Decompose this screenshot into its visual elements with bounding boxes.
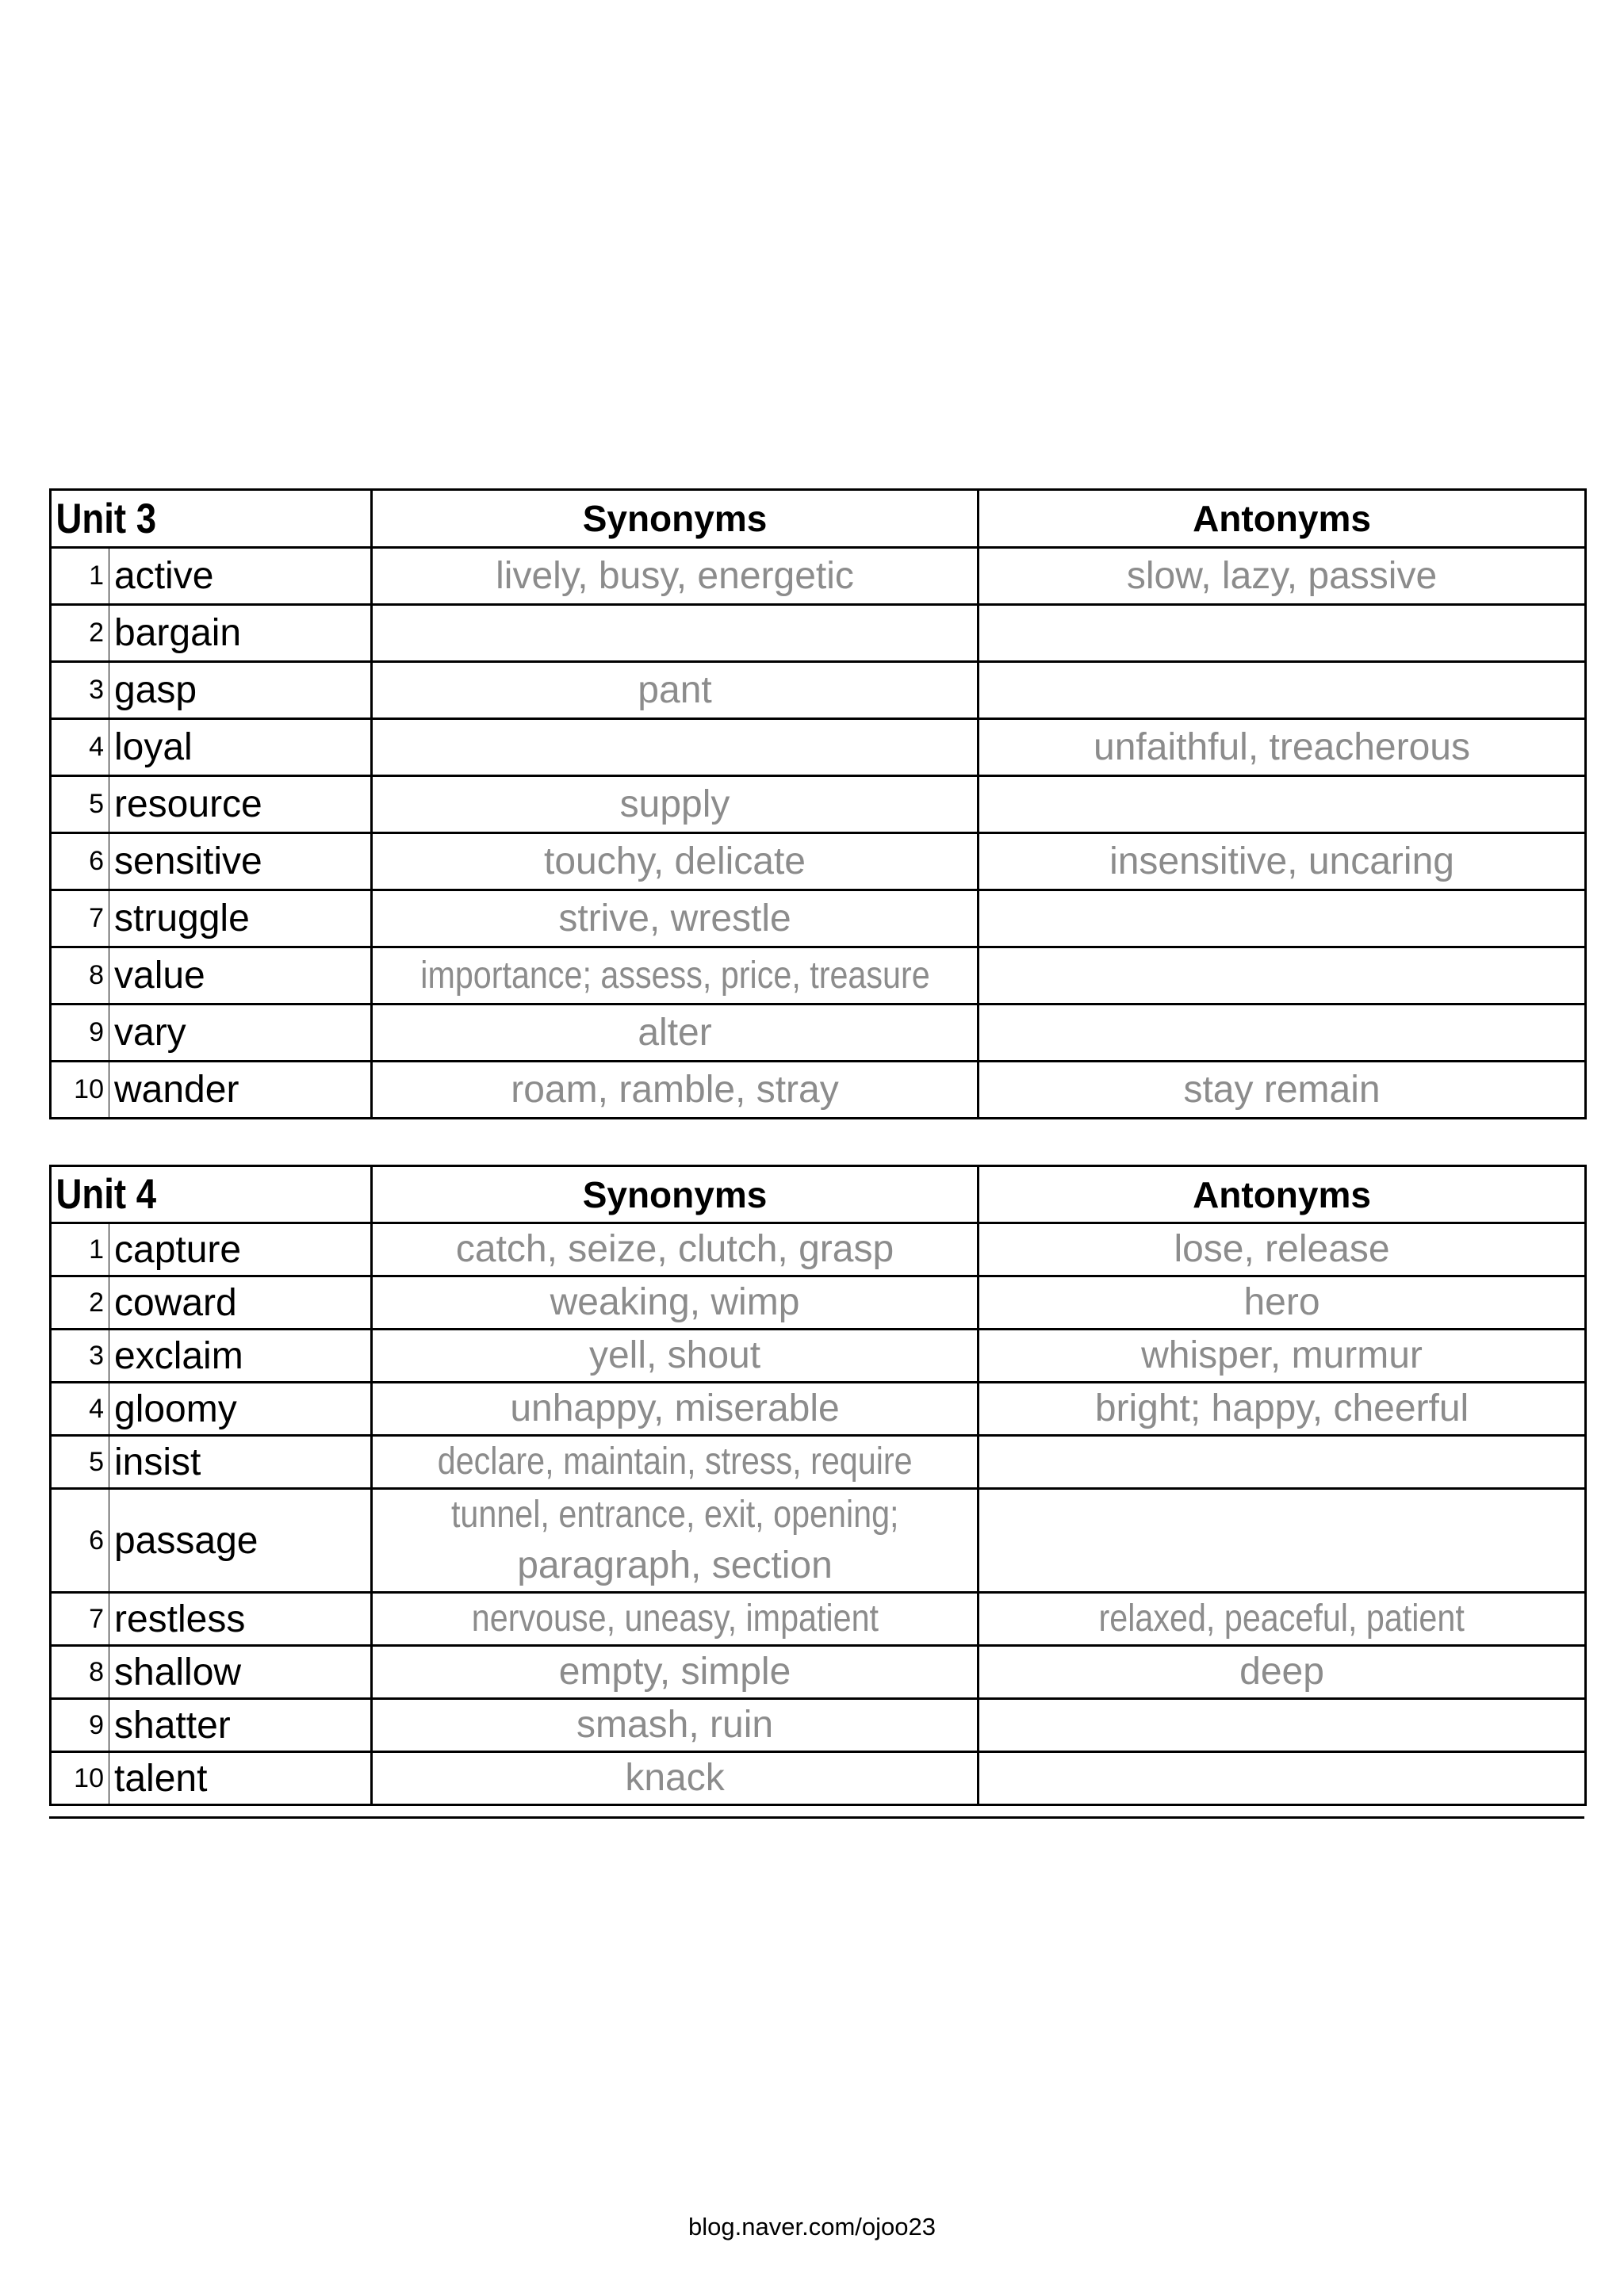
vocab-word: passage [109, 1489, 372, 1593]
vocab-word: capture [109, 1223, 372, 1276]
row-number: 5 [51, 776, 109, 833]
synonyms-cell: weaking, wimp [372, 1276, 979, 1330]
synonyms-line-1 [373, 1490, 977, 1540]
table-row [51, 1436, 1586, 1489]
synonyms-cell [372, 1436, 979, 1489]
row-number: 6 [51, 1489, 109, 1593]
unit3-header-row [51, 490, 1586, 548]
unit4-title: Unit 4 [51, 1166, 327, 1223]
row-number: 10 [51, 1062, 109, 1119]
vocab-word: gloomy [109, 1383, 372, 1436]
table-row [51, 1330, 1586, 1383]
table-row [51, 548, 1586, 605]
antonyms-cell: slow, lazy, passive [979, 548, 1586, 605]
unit4-table [49, 1165, 1587, 1806]
table-row [51, 1752, 1586, 1805]
unit3-title: Unit 3 [51, 490, 327, 548]
synonyms-cell [372, 947, 979, 1004]
synonyms-cell: supply [372, 776, 979, 833]
unit3-synonyms-header: Synonyms [372, 490, 979, 548]
table-row [51, 890, 1586, 947]
row-number: 7 [51, 1593, 109, 1646]
antonyms-cell [979, 662, 1586, 719]
unit3-antonyms-header: Antonyms [979, 490, 1586, 548]
row-number: 8 [51, 947, 109, 1004]
antonyms-cell: bright; happy, cheerful [979, 1383, 1586, 1436]
vocab-word: gasp [109, 662, 372, 719]
antonyms-cell [979, 1436, 1586, 1489]
vocab-word: shatter [109, 1699, 372, 1752]
synonyms-cell: lively, busy, energetic [372, 548, 979, 605]
antonyms-cell: deep [979, 1646, 1586, 1699]
antonyms-text: relaxed, peaceful, patient [1098, 1598, 1465, 1640]
antonyms-cell [979, 1752, 1586, 1805]
vocab-word: resource [109, 776, 372, 833]
row-number: 2 [51, 605, 109, 662]
synonyms-text: tunnel, entrance, exit, opening; [450, 1494, 899, 1536]
row-number: 5 [51, 1436, 109, 1489]
antonyms-cell [979, 1489, 1586, 1593]
vocab-word: active [109, 548, 372, 605]
synonyms-cell: knack [372, 1752, 979, 1805]
synonyms-cell: strive, wrestle [372, 890, 979, 947]
synonyms-line-2: paragraph, section [517, 1544, 833, 1586]
footer-url: blog.naver.com/ojoo23 [688, 2213, 936, 2241]
table-row [51, 833, 1586, 890]
table-row [51, 605, 1586, 662]
vocab-word: coward [109, 1276, 372, 1330]
table-row [51, 1489, 1586, 1593]
synonyms-cell: empty, simple [372, 1646, 979, 1699]
table-row [51, 1646, 1586, 1699]
row-number: 3 [51, 662, 109, 719]
antonyms-cell [979, 947, 1586, 1004]
vocab-word: loyal [109, 719, 372, 776]
row-number: 4 [51, 719, 109, 776]
synonyms-cell: pant [372, 662, 979, 719]
antonyms-cell: whisper, murmur [979, 1330, 1586, 1383]
table-row [51, 662, 1586, 719]
vocab-word: exclaim [109, 1330, 372, 1383]
table-row [51, 776, 1586, 833]
table-row [51, 1276, 1586, 1330]
table-row [51, 1062, 1586, 1119]
antonyms-cell: insensitive, uncaring [979, 833, 1586, 890]
antonyms-cell [979, 1593, 1586, 1646]
table-row [51, 947, 1586, 1004]
table-row [51, 1593, 1586, 1646]
vocab-word: sensitive [109, 833, 372, 890]
vocab-word: talent [109, 1752, 372, 1805]
table-row [51, 1223, 1586, 1276]
row-number: 4 [51, 1383, 109, 1436]
vocab-word: value [109, 947, 372, 1004]
table-row [51, 1004, 1586, 1062]
antonyms-cell [979, 605, 1586, 662]
synonyms-text: nervouse, uneasy, impatient [471, 1598, 879, 1640]
antonyms-cell [979, 890, 1586, 947]
synonyms-cell: yell, shout [372, 1330, 979, 1383]
synonyms-cell: roam, ramble, stray [372, 1062, 979, 1119]
row-number: 10 [51, 1752, 109, 1805]
horizontal-divider [49, 1816, 1584, 1819]
row-number: 1 [51, 548, 109, 605]
unit4-header-row [51, 1166, 1586, 1223]
row-number: 7 [51, 890, 109, 947]
antonyms-cell [979, 776, 1586, 833]
vocab-word: insist [109, 1436, 372, 1489]
row-number: 8 [51, 1646, 109, 1699]
synonyms-cell: alter [372, 1004, 979, 1062]
unit4-antonyms-header: Antonyms [979, 1166, 1586, 1223]
vocab-word: bargain [109, 605, 372, 662]
antonyms-cell: hero [979, 1276, 1586, 1330]
row-number: 1 [51, 1223, 109, 1276]
vocab-word: vary [109, 1004, 372, 1062]
row-number: 6 [51, 833, 109, 890]
vocab-word: restless [109, 1593, 372, 1646]
synonyms-text: declare, maintain, stress, require [437, 1441, 913, 1483]
unit4-synonyms-header: Synonyms [372, 1166, 979, 1223]
synonyms-cell [372, 605, 979, 662]
table-row [51, 1383, 1586, 1436]
synonyms-cell [372, 719, 979, 776]
antonyms-cell: lose, release [979, 1223, 1586, 1276]
synonyms-cell: touchy, delicate [372, 833, 979, 890]
synonyms-cell: smash, ruin [372, 1699, 979, 1752]
row-number: 3 [51, 1330, 109, 1383]
vocab-word: wander [109, 1062, 372, 1119]
synonyms-cell [372, 1489, 979, 1593]
synonyms-cell [372, 1593, 979, 1646]
synonyms-cell: unhappy, miserable [372, 1383, 979, 1436]
antonyms-cell [979, 1699, 1586, 1752]
table-row [51, 719, 1586, 776]
antonyms-cell: stay remain [979, 1062, 1586, 1119]
antonyms-cell [979, 1004, 1586, 1062]
table-row [51, 1699, 1586, 1752]
vocab-word: shallow [109, 1646, 372, 1699]
synonyms-cell: catch, seize, clutch, grasp [372, 1223, 979, 1276]
vocab-word: struggle [109, 890, 372, 947]
row-number: 9 [51, 1004, 109, 1062]
unit3-table [49, 488, 1587, 1119]
row-number: 2 [51, 1276, 109, 1330]
antonyms-cell: unfaithful, treacherous [979, 719, 1586, 776]
row-number: 9 [51, 1699, 109, 1752]
synonyms-text: importance; assess, price, treasure [419, 954, 930, 997]
